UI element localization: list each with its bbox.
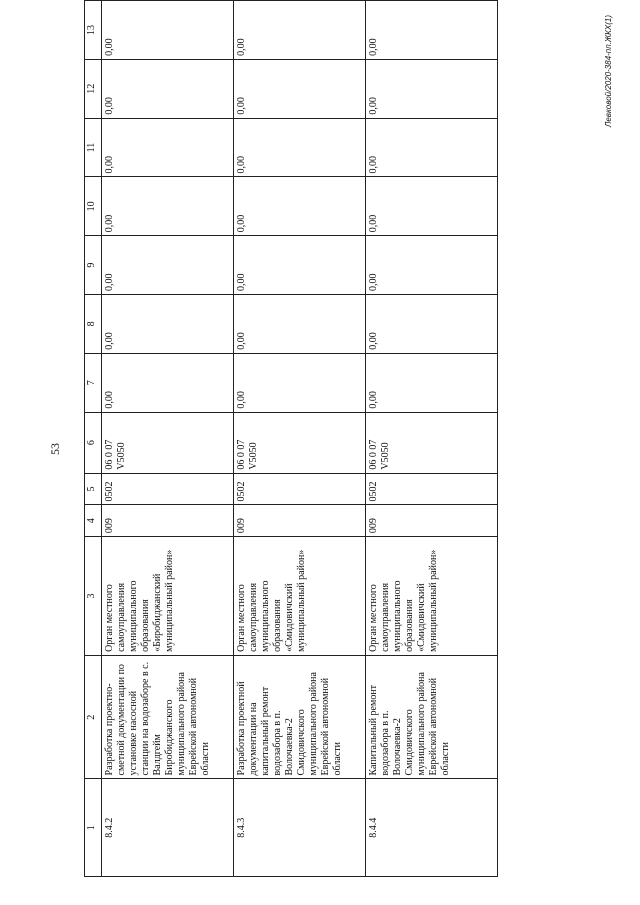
header-cell: 10 <box>85 177 102 236</box>
value-cell: 0,00 <box>102 1 234 60</box>
rzpr-code: 0502 <box>234 473 366 505</box>
grbs-code: 009 <box>366 505 498 537</box>
header-cell: 8 <box>85 295 102 354</box>
header-cell: 5 <box>85 473 102 505</box>
value-cell: 0,00 <box>234 1 366 60</box>
header-cell: 4 <box>85 505 102 537</box>
value-cell: 0,00 <box>102 59 234 118</box>
value-cell: 0,00 <box>366 353 498 412</box>
value-cell: 0,00 <box>234 353 366 412</box>
csr-code: 06 0 07 V5050 <box>234 412 366 473</box>
header-cell: 12 <box>85 59 102 118</box>
value-cell: 0,00 <box>102 236 234 295</box>
event-name: Разработка проектной документации на капитальный ремонт водозабора в п. Волочаевка-2 Смидовичского муниципального района Еврейской автономной области <box>234 655 366 779</box>
grbs-code: 009 <box>102 505 234 537</box>
executor: Орган местного самоуправления муниципального образования «Биробиджанский муниципальный район» <box>102 537 234 656</box>
table-row <box>366 1 498 877</box>
value-cell: 0,00 <box>366 59 498 118</box>
header-cell: 11 <box>85 118 102 177</box>
grbs-code: 009 <box>234 505 366 537</box>
csr-code: 06 0 07 V5050 <box>102 412 234 473</box>
header-cell: 9 <box>85 236 102 295</box>
value-cell: 0,00 <box>366 177 498 236</box>
value-cell: 0,00 <box>366 236 498 295</box>
value-cell: 0,00 <box>234 118 366 177</box>
row-number: 8.4.2 <box>102 779 234 877</box>
csr-code: 06 0 07 V5050 <box>366 412 498 473</box>
page-number: 53 <box>48 443 62 455</box>
row-number: 8.4.3 <box>234 779 366 877</box>
value-cell: 0,00 <box>102 118 234 177</box>
value-cell: 0,00 <box>234 295 366 354</box>
header-row <box>85 1 102 877</box>
table-row <box>234 1 366 877</box>
header-cell: 7 <box>85 353 102 412</box>
budget-table <box>84 0 498 877</box>
value-cell: 0,00 <box>102 295 234 354</box>
executor: Орган местного самоуправления муниципального образования «Смидовичский муниципальный район» <box>366 537 498 656</box>
table-row <box>102 1 234 877</box>
rzpr-code: 0502 <box>366 473 498 505</box>
value-cell: 0,00 <box>234 177 366 236</box>
rzpr-code: 0502 <box>102 473 234 505</box>
value-cell: 0,00 <box>102 353 234 412</box>
header-cell: 2 <box>85 655 102 779</box>
header-cell: 3 <box>85 537 102 656</box>
value-cell: 0,00 <box>366 1 498 60</box>
event-name: Разработка проектно-сметной документации по установке насосной станции на водозаборе в с. Валдгейм Биробиджанского муниципального района Еврейской автономной области <box>102 655 234 779</box>
value-cell: 0,00 <box>366 118 498 177</box>
value-cell: 0,00 <box>102 177 234 236</box>
executor: Орган местного самоуправления муниципального образования «Смидовичский муниципальный район» <box>234 537 366 656</box>
row-number: 8.4.4 <box>366 779 498 877</box>
header-cell: 6 <box>85 412 102 473</box>
event-name: Капитальный ремонт водозабора в п. Волочаевка-2 Смидовичского муниципального района Еврейской автономной области <box>366 655 498 779</box>
value-cell: 0,00 <box>366 295 498 354</box>
value-cell: 0,00 <box>234 59 366 118</box>
value-cell: 0,00 <box>234 236 366 295</box>
header-cell: 1 <box>85 779 102 877</box>
header-cell: 13 <box>85 1 102 60</box>
document-code: Левковой/2020-384-пп.ЖКХ(1) <box>604 15 613 128</box>
